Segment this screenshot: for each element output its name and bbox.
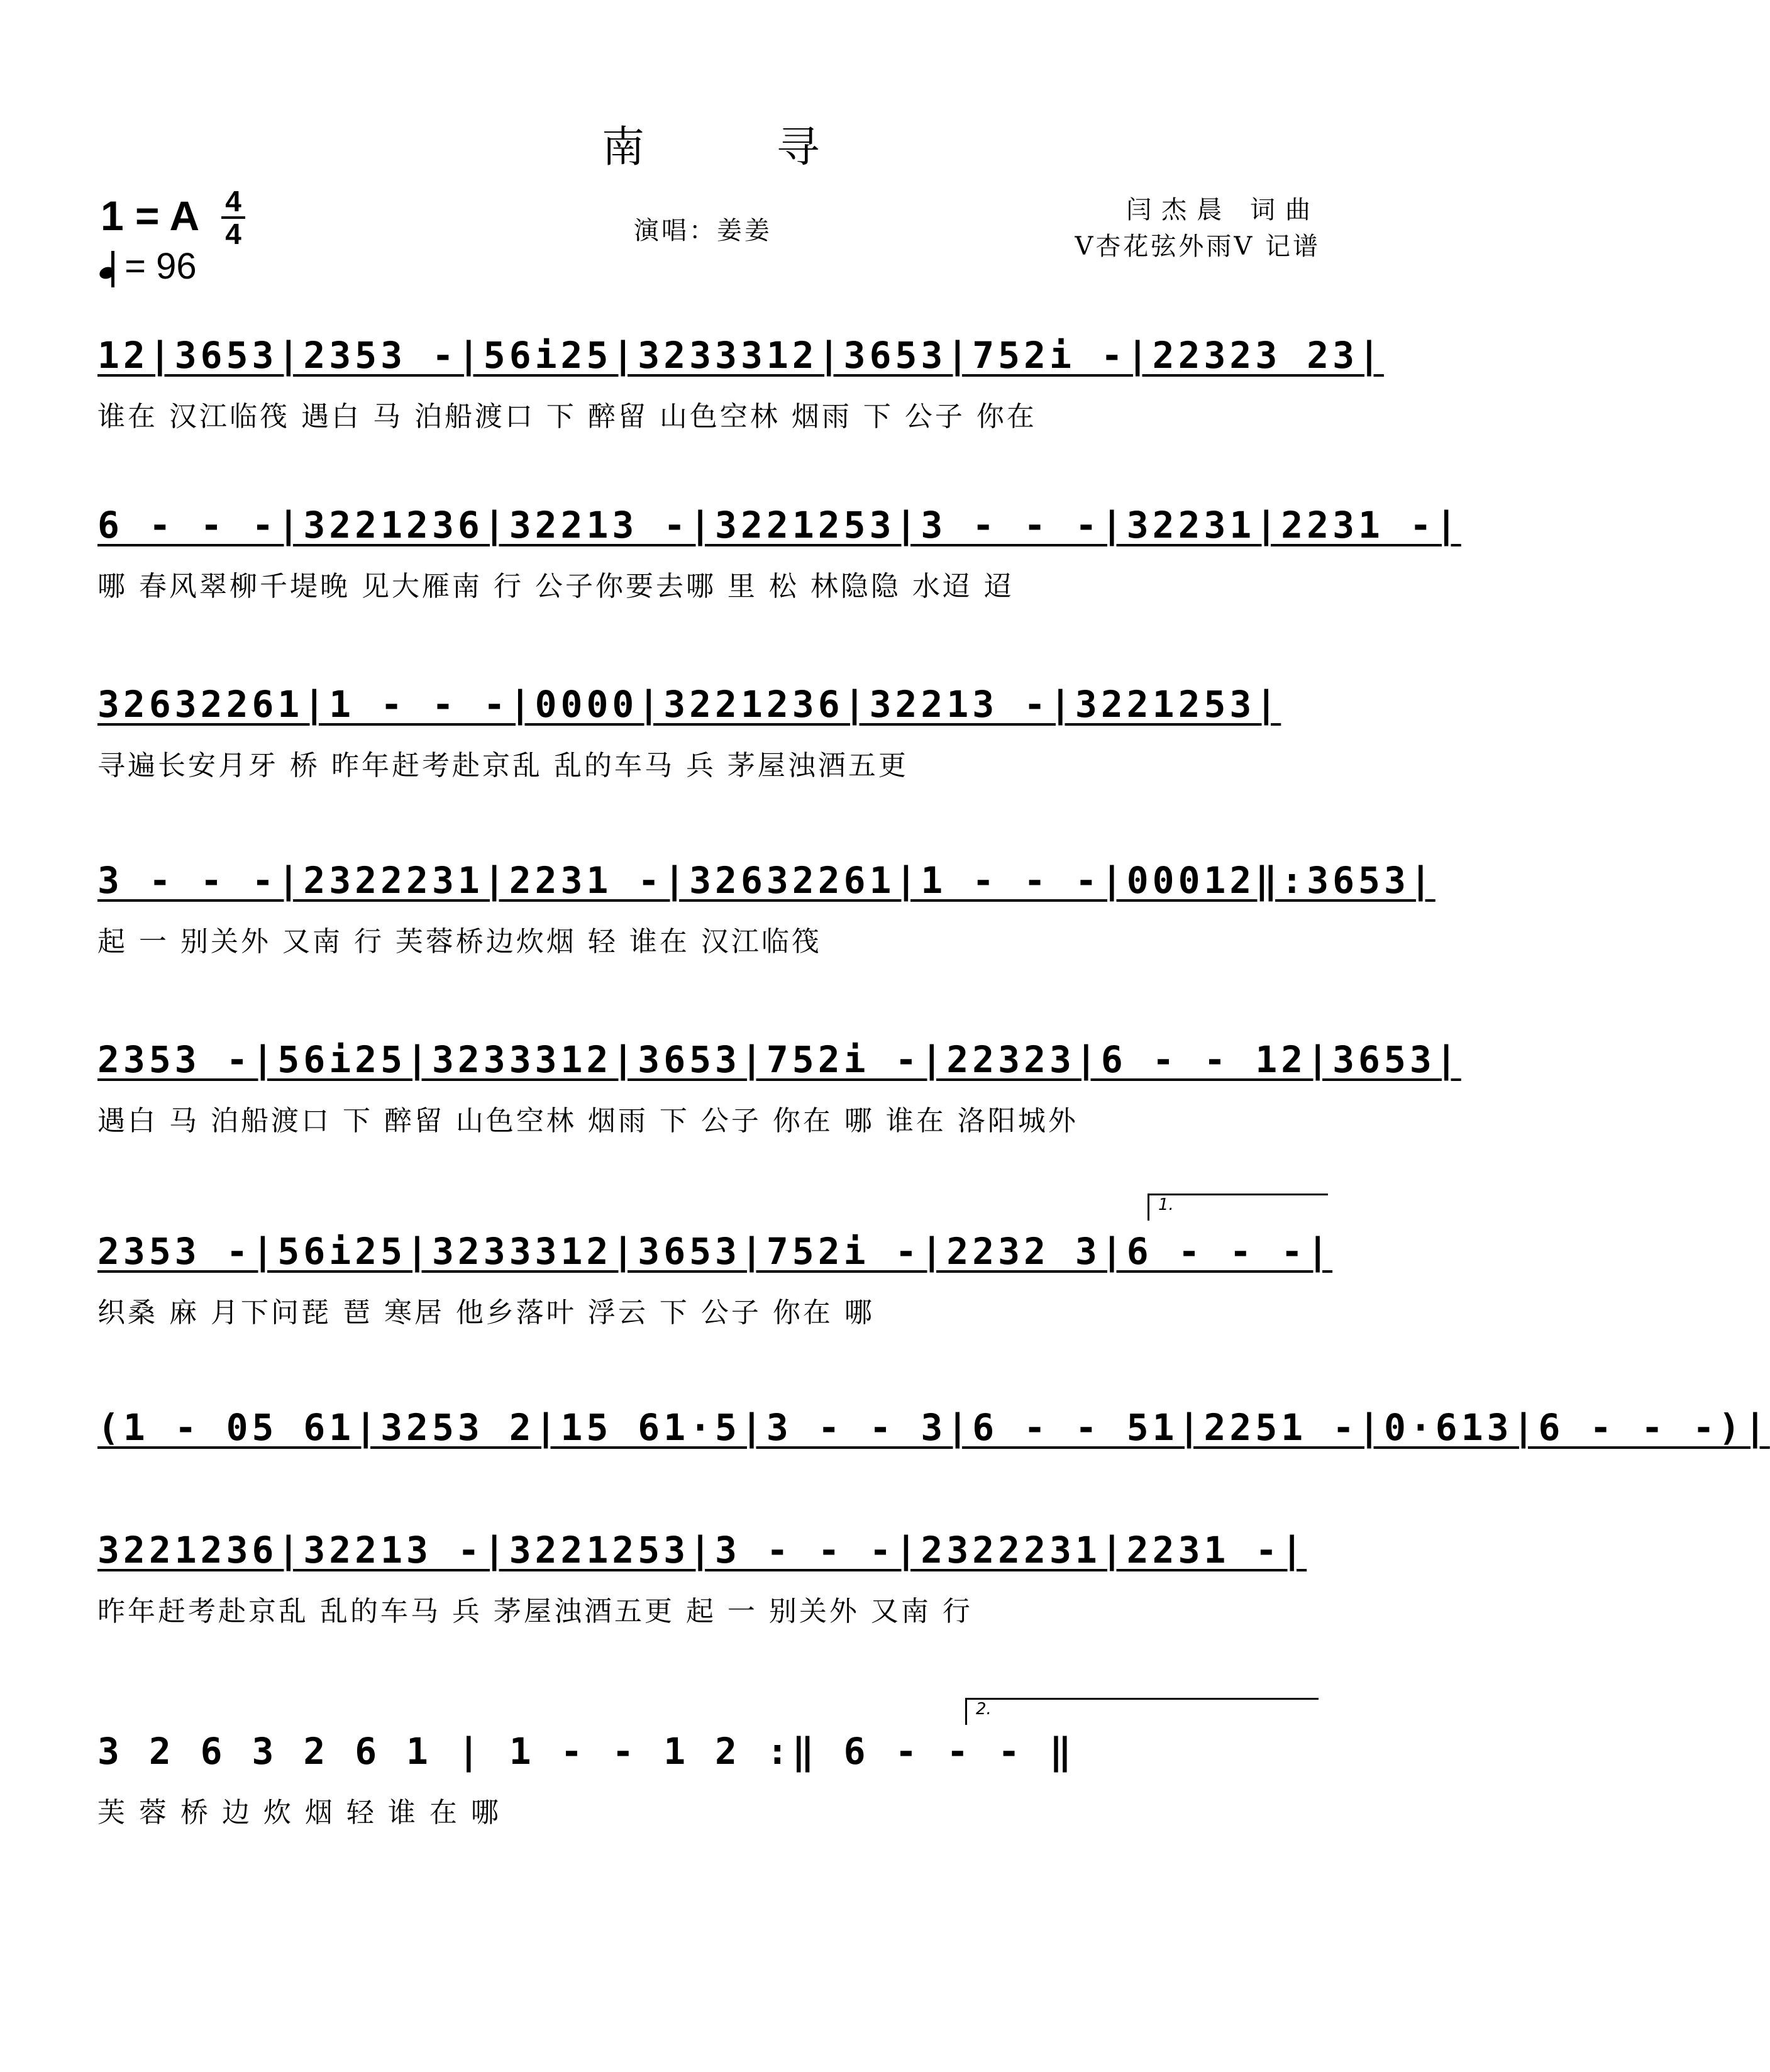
score-row — [97, 1522, 1324, 1634]
singer-credit: 演唱：姜姜 — [634, 216, 772, 245]
score-row — [97, 327, 1384, 439]
volta-bracket-2 — [965, 1698, 1319, 1725]
volta-label: 2. — [976, 1700, 992, 1719]
tempo-marking — [99, 245, 197, 287]
score-row — [97, 676, 1324, 788]
score-row — [97, 1223, 1333, 1335]
score-row — [97, 1723, 1324, 1835]
notes-line: 3 2 6 3 2 6 1 | 1 - - 1 2 :‖ 6 - - - ‖ — [97, 1730, 1075, 1773]
time-sig-top: 4 — [225, 185, 241, 218]
notes-line: 12|3653|2353 -|56i25|3233312|3653|752i -|22323 23| — [97, 334, 1384, 377]
notes-line: (1 - 05 61|3253 2|15 61·5|3 - - 3|6 - - 51|2251 -|0·613|6 - - -)| — [97, 1406, 1770, 1449]
volta-label: 1. — [1158, 1195, 1174, 1214]
interlude-row — [97, 1399, 1770, 1456]
notation-credit: V杏花弦外雨V 记谱 — [1075, 232, 1320, 261]
tempo-value: = 96 — [124, 246, 197, 287]
composer-credit: 闫杰晨 词曲 — [1126, 196, 1320, 224]
lyrics-line: 芙 蓉 桥 边 炊 烟 轻 谁 在 哪 — [97, 1797, 501, 1829]
score-row — [97, 852, 1435, 964]
time-sig-bottom: 4 — [225, 218, 241, 250]
volta-bracket-1 — [1148, 1194, 1328, 1221]
score-row — [97, 1031, 1461, 1143]
lyrics-line: 寻遍长安月牙 桥 昨年赶考赴京乱 乱的车马 兵 茅屋浊酒五更 — [97, 750, 909, 782]
lyrics-line: 起 一 别关外 又南 行 芙蓉桥边炊烟 轻 谁在 汉江临筏 — [97, 926, 822, 958]
notes-line: 3221236|32213 -|3221253|3 - - -|2322231|2231 -| — [97, 1529, 1307, 1571]
lyrics-line: 遇白 马 泊船渡口 下 醉留 山色空林 烟雨 下 公子 你在 哪 谁在 洛阳城外 — [97, 1105, 1078, 1137]
lyrics-line: 哪 春风翠柳千堤晚 见大雁南 行 公子你要去哪 里 松 林隐隐 水迢 迢 — [97, 570, 1014, 602]
time-signature — [221, 187, 245, 248]
credits — [1075, 192, 1321, 265]
notes-line: 3 - - -|2322231|2231 -|32632261|1 - - -|00012‖:3653| — [97, 859, 1435, 902]
lyrics-line: 织桑 麻 月下问琵 琶 寒居 他乡落叶 浮云 下 公子 你在 哪 — [97, 1297, 875, 1329]
notes-line: 32632261|1 - - -|0000|3221236|32213 -|3221253| — [97, 683, 1281, 726]
key-signature: 1 = A — [101, 192, 200, 239]
song-title: 南寻 — [601, 123, 951, 172]
score-row — [97, 497, 1461, 609]
lyrics-line: 昨年赶考赴京乱 乱的车马 兵 茅屋浊酒五更 起 一 别关外 又南 行 — [97, 1595, 973, 1627]
notes-line: 2353 -|56i25|3233312|3653|752i -|2232 3|6 - - -| — [97, 1230, 1333, 1273]
lyrics-line: 谁在 汉江临筏 遇白 马 泊船渡口 下 醉留 山色空林 烟雨 下 公子 你在 — [97, 401, 1037, 433]
notes-line: 6 - - -|3221236|32213 -|3221253|3 - - -|32231|2231 -| — [97, 504, 1461, 546]
notes-line: 2353 -|56i25|3233312|3653|752i -|22323|6 - - 12|3653| — [97, 1038, 1461, 1081]
